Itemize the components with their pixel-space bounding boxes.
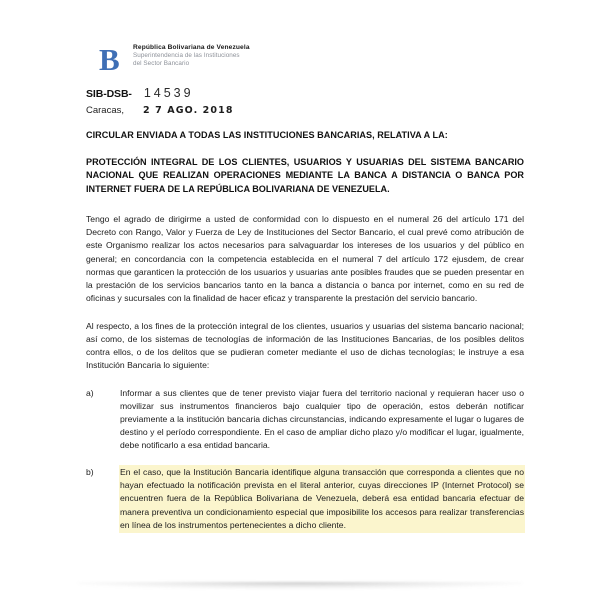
date-row	[86, 105, 234, 116]
list-item-text-highlighted: En el caso, que la Institución Bancaria identifique alguna transacción que corresponda a clientes que no hayan efectuado la notificación prevista en el literal anterior, cuyas direcciones IP (Internet Protocol) se encuentren fuera de la República Bolivariana de Venezuela, deberá esa entidad bancaria efectuar de manera preventiva un condicionamiento especial que imposibilite los accesos para realizar transferencias en línea de los instrumentos pertenecientes a dicho cliente.	[120, 466, 524, 531]
reference-number-row	[86, 86, 194, 100]
svg-text:B: B	[99, 43, 120, 76]
date-stamp: 2 7 AGO. 2018	[143, 104, 234, 117]
city-label: Caracas,	[86, 105, 125, 116]
list-item	[86, 466, 524, 531]
institution-logo-icon	[99, 43, 125, 76]
body-paragraph-1: Tengo el agrado de dirigirme a usted de conformidad con lo dispuesto en el numeral 26 del artículo 171 del Decreto con Rango, Valor y Fuerza de Ley de Instituciones del Sector Bancario, el cual prevé como atribución de este Organismo realizar los actos necesarios para salvaguardar los intereses de los usuarios y del público en general; en concordancia con la competencia establecida en el numeral 7 del artículo 172 ejusdem, de crear normas que garanticen la protección de los usuarios y usuarias ante posibles fraudes que se pueden presentar en la prestación de los servicios bancarios tanto en la banca a distancia o banca por internet, como en su red de oficinas y sucursales con la finalidad de hacer eficaz y transparente la prestación del servicio bancario.	[86, 214, 524, 303]
list-item	[86, 387, 524, 452]
org-name-line-3: del Sector Bancario	[133, 59, 190, 67]
list-item-marker: b)	[86, 467, 94, 478]
subject-title: PROTECCIÓN INTEGRAL DE LOS CLIENTES, USUARIOS Y USUARIAS DEL SISTEMA BANCARIO NACIONAL QUE REALIZAN OPERACIONES MEDIANTE LA BANCA A DISTANCIA O BANCA POR INTERNET FUERA DE LA REPÚBLICA BOLIVARIANA DE VENEZUELA.	[86, 157, 524, 194]
reference-label: SIB-DSB-	[86, 88, 132, 100]
org-name-line-2: Superintendencia de las Instituciones	[133, 52, 240, 60]
reference-number: 14539	[143, 86, 194, 100]
body-paragraph-2: Al respecto, a los fines de la protección integral de los clientes, usuarios y usuarias del sistema bancario nacional; así como, de los sistemas de tecnologías de información de las Instituciones Bancarias, de los posibles delitos contra ellos, o de los delitos que se pudieran cometer mediante el uso de dichas tecnologías; le instruye a esa Institución Bancaria lo siguiente:	[86, 320, 524, 370]
page-bottom-edge-shadow	[0, 578, 600, 600]
document-body	[86, 130, 524, 546]
list-item-text: Informar a sus clientes que de tener previsto viajar fuera del territorio nacional y requieran hacer uso o movilizar sus instrumentos financieros bajo cualquier tipo de operación, estos deberán notificar previamente a la institución bancaria dichas circunstancias, indicando expresamente el lugar o lugares de destino y el período correspondiente. En el caso de ampliar dicho plazo y/o modificar el lugar, igualmente, debe notificarlo a esa entidad bancaria.	[120, 388, 524, 451]
org-name-line-1: República Bolivariana de Venezuela	[133, 44, 250, 51]
circular-heading: CIRCULAR ENVIADA A TODAS LAS INSTITUCIONES BANCARIAS, RELATIVA A LA:	[86, 130, 448, 140]
instruction-list	[86, 387, 524, 532]
letterhead-text	[133, 43, 250, 67]
letterhead	[99, 43, 250, 76]
list-item-marker: a)	[86, 388, 94, 399]
